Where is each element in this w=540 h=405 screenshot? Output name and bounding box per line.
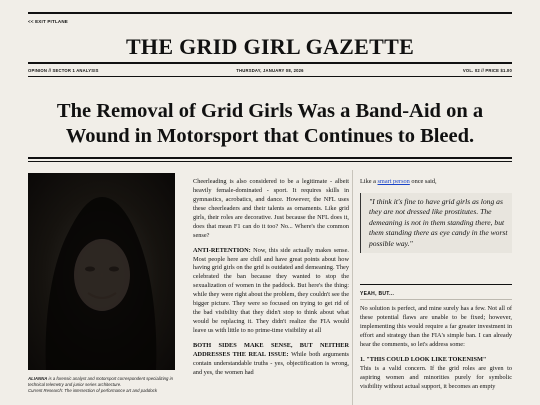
quote-intro: [360, 178, 512, 187]
issue-price: VOL. 02 // PRICE $1.00: [462, 67, 512, 73]
column-divider: [352, 170, 353, 405]
section-rule-thin: [360, 299, 512, 300]
both-sides-lead: BOTH SIDES MAKE SENSE, BUT NEITHER ADDRESSES THE REAL ISSUE:: [193, 341, 349, 358]
author-photo: [28, 173, 175, 370]
author-silhouette-image: [28, 173, 175, 370]
exit-pitlane-link[interactable]: << EXIT PITLANE: [28, 19, 69, 24]
col1-paragraph-3: [193, 342, 349, 378]
anti-retention-lead: ANTI-RETENTION:: [193, 246, 251, 254]
quote-intro-prefix: Like a: [360, 178, 378, 185]
masthead-rule-bottom: [28, 76, 512, 77]
article-column-2: [360, 178, 512, 253]
headline-rule-thin: [28, 161, 512, 162]
author-bio: is a forensic analyst and motorsport correspondent specializing in technical telemetry and junior series architecture.: [28, 376, 173, 387]
masthead-title: THE GRID GIRL GAZETTE: [125, 34, 415, 59]
tokenism-text: This is a valid concern. If the grid roles are given to aspiring women and minorities purely for symbolic visibility without actual support, it becomes an empty: [360, 364, 512, 390]
anti-retention-text: Now, this side actually makes sense. Most people here are chill and have great points about how having grid girls on the grid is outdated and demeaning. They celebrated the ban because they wanted to stop the sexualization of women in the paddock. But here's the thing: while they were right about the problem, they couldn't see the bigger picture. They were so focused on trying to get rid of the bad visibility that they didn't stop to think about what would be replacing it. They didn't realize the FIA would leave us with little to no prime-time visibility at all: [193, 246, 349, 334]
col1-paragraph-2: [193, 247, 349, 336]
col2-paragraph-1: No solution is perfect, and mine surely has a few. Not all of these potential flaws are unable to be fixed; however, implementing this would require a far greater investment in effort and strategy than the FIA's simple ban. I can already hear the comments, so let's address some:: [360, 305, 512, 348]
quote-intro-suffix: once said,: [409, 178, 437, 185]
smart-person-link[interactable]: smart person: [377, 178, 410, 185]
both-sides-text: While both arguments contain understandable truths - yes, objectification is wrong, and yes, the women had: [193, 350, 350, 376]
author-research: Current Research: The intersection of performance art and paddock: [28, 387, 157, 393]
article-column-2-continued: [360, 305, 512, 397]
article-column-1: [193, 178, 349, 384]
tokenism-lead: 1. "THIS COULD LOOK LIKE TOKENISM": [360, 355, 487, 363]
col1-paragraph-1: Cheerleading is also considered to be a legitimate - albeit heavily female-dominated - sport. It requires skills in gymnastics, acrobatics, and dance. However, the NFL uses these cheerleaders and their talents as ornaments. Like grid girls, their roles are decorative. Just because the NFL does it, does that mean F1 can do it too? No... Where's the common sense?: [193, 178, 349, 239]
masthead-rule-top: [28, 62, 512, 64]
article-headline: The Removal of Grid Girls Was a Band-Aid on a Wound in Motorsport that Continues to Bleed.: [56, 100, 484, 147]
section-rule: [360, 284, 512, 285]
col2-paragraph-2: [360, 356, 512, 392]
headline-rule: [28, 157, 512, 159]
top-rule: [28, 12, 512, 14]
pull-quote: "I think it's fine to have grid girls as long as they are not dressed like prostitutes. The demeaning is not in them standing there, but them standing there as eye candy in the worst possible way.": [360, 193, 512, 253]
section-heading-yeah-but: YEAH, BUT...: [360, 291, 395, 297]
issue-date: THURSDAY, JANUARY 08, 2026: [236, 67, 304, 73]
section-label: OPINION // SECTOR 1 ANALYSIS: [28, 67, 99, 73]
author-caption: [28, 376, 178, 393]
author-name: ALIANNA: [28, 376, 48, 381]
